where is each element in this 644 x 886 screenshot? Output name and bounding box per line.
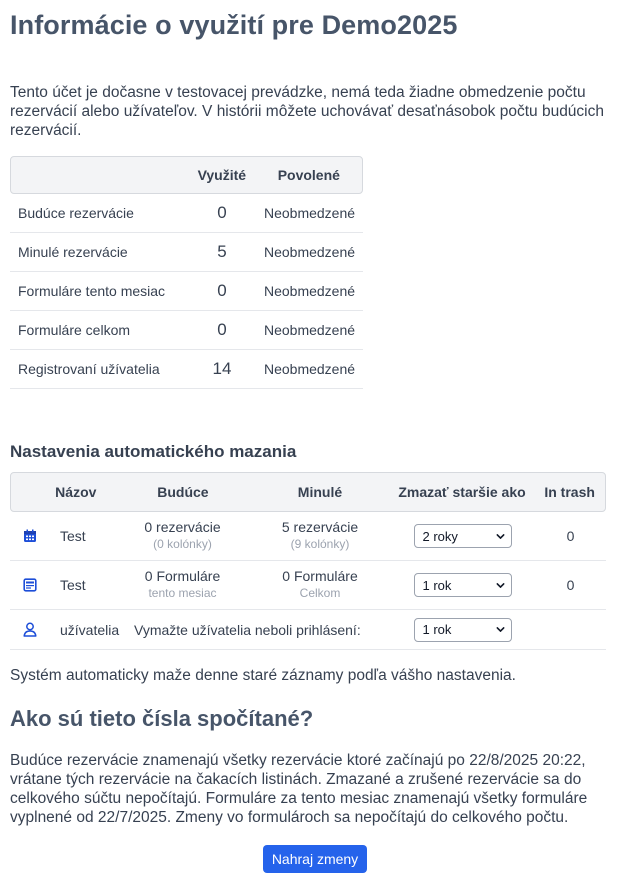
table-row bbox=[10, 512, 606, 561]
usage-row-allowed: Neobmedzené bbox=[263, 322, 356, 338]
chevron-down-icon bbox=[496, 625, 505, 634]
autodelete-row-past-sub: (9 kolónky) bbox=[290, 537, 350, 551]
user-icon bbox=[10, 622, 50, 637]
autodelete-users-delete-cell bbox=[390, 618, 535, 642]
autodelete-header-name: Názov bbox=[55, 484, 97, 500]
autodelete-row-future-value: 0 rezervácie bbox=[144, 519, 221, 535]
how-text: Budúce rezervácie znamenajú všetky rezervácie ktoré začínajú po 22/8/2025 20:22, vrátane tých rezervácie na čakacích listinách. Zmazané a zrušené rezervácie sa do celkového súčtu nepočítajú. Formuláre za tento mesiac znamenajú všetky formuláre vyplnené od 22/7/2025. Zmeny vo formulároch sa nepočítajú do celkového počtu. bbox=[10, 752, 588, 826]
usage-row-label: Formuláre tento mesiac bbox=[18, 283, 166, 299]
autodelete-row-future-sub: (0 kolónky) bbox=[153, 537, 212, 551]
autodelete-row-future-sub: tento mesiac bbox=[148, 586, 217, 600]
autodelete-row-trash: 0 bbox=[566, 528, 575, 544]
autodelete-table bbox=[10, 472, 606, 650]
table-row bbox=[10, 194, 363, 233]
autodelete-row-past-sub: Celkom bbox=[299, 586, 341, 600]
autodelete-heading: Nastavenia automatického mazania bbox=[10, 442, 297, 461]
autodelete-header-past: Minulé bbox=[297, 483, 343, 500]
page-title: Informácie o využití pre Demo2025 bbox=[10, 10, 458, 40]
delete-older-select-value: 1 rok bbox=[422, 577, 452, 593]
autodelete-users-label: Vymažte užívatelia neboli prihlásení: bbox=[134, 621, 361, 638]
autodelete-row-past-value: 0 Formuláre bbox=[282, 568, 358, 584]
usage-header-allowed: Povolené bbox=[277, 167, 340, 183]
usage-row-allowed: Neobmedzené bbox=[263, 244, 356, 260]
delete-older-select-value: 2 roky bbox=[422, 528, 458, 544]
usage-row-used: 14 bbox=[212, 359, 232, 378]
autodelete-table-header bbox=[10, 472, 606, 512]
chevron-down-icon bbox=[496, 581, 505, 590]
autodelete-row-name: Test bbox=[60, 577, 86, 593]
usage-row-allowed: Neobmedzené bbox=[263, 283, 356, 299]
usage-row-allowed: Neobmedzené bbox=[263, 205, 356, 221]
usage-row-used: 0 bbox=[217, 320, 227, 339]
autodelete-header-future: Budúce bbox=[157, 483, 209, 500]
usage-row-label: Minulé rezervácie bbox=[18, 244, 128, 260]
usage-row-label: Budúce rezervácie bbox=[18, 205, 134, 221]
table-row bbox=[10, 350, 363, 389]
usage-table-header bbox=[10, 156, 363, 194]
chevron-down-icon bbox=[496, 532, 505, 541]
usage-header-used: Využité bbox=[197, 167, 247, 183]
table-row bbox=[10, 272, 363, 311]
autodelete-row-past bbox=[250, 519, 390, 553]
usage-row-label: Formuláre celkom bbox=[18, 322, 131, 338]
form-icon bbox=[10, 578, 50, 592]
save-changes-button[interactable]: Nahraj zmeny bbox=[263, 845, 367, 873]
autodelete-users-name: užívatelia bbox=[60, 621, 120, 638]
autodelete-row-name: Test bbox=[60, 528, 86, 544]
autodelete-row-future-value: 0 Formuláre bbox=[144, 568, 221, 584]
table-row bbox=[10, 233, 363, 272]
delete-users-select-value: 1 rok bbox=[422, 622, 452, 637]
autodelete-row-future bbox=[115, 519, 250, 553]
autodelete-header-trash: In trash bbox=[544, 484, 595, 500]
autodelete-row-trash: 0 bbox=[566, 577, 575, 593]
autodelete-header-delete-older: Zmazať staršie ako bbox=[398, 484, 526, 500]
delete-older-select[interactable] bbox=[414, 524, 512, 548]
intro-text: Tento účet je dočasne v testovacej prevádzke, nemá teda žiadne obmedzenie počtu rezervácií alebo užívateľov. V histórii môžete uchovávať desaťnásobok počtu budúcich rezervácií. bbox=[10, 84, 604, 139]
calendar-icon bbox=[10, 529, 50, 543]
usage-row-used: 5 bbox=[217, 242, 227, 261]
autodelete-row-past-value: 5 rezervácie bbox=[281, 519, 359, 535]
table-row bbox=[10, 610, 606, 650]
usage-row-used: 0 bbox=[217, 203, 227, 222]
autodelete-row-delete-cell bbox=[390, 573, 535, 597]
autodelete-row-future bbox=[115, 568, 250, 602]
delete-older-select[interactable] bbox=[414, 573, 512, 597]
usage-row-label: Registrovaní užívatelia bbox=[18, 361, 160, 377]
usage-row-used: 0 bbox=[217, 281, 227, 300]
table-row bbox=[10, 311, 363, 350]
autodelete-row-past bbox=[250, 568, 390, 602]
autodelete-note: Systém automaticky maže denne staré záznamy podľa vášho nastavenia. bbox=[10, 667, 516, 684]
autodelete-row-delete-cell bbox=[390, 524, 535, 548]
usage-row-allowed: Neobmedzené bbox=[263, 361, 356, 377]
usage-table bbox=[10, 156, 363, 389]
table-row bbox=[10, 561, 606, 610]
how-heading: Ako sú tieto čísla spočítané? bbox=[10, 706, 314, 731]
delete-users-select[interactable] bbox=[414, 618, 512, 642]
